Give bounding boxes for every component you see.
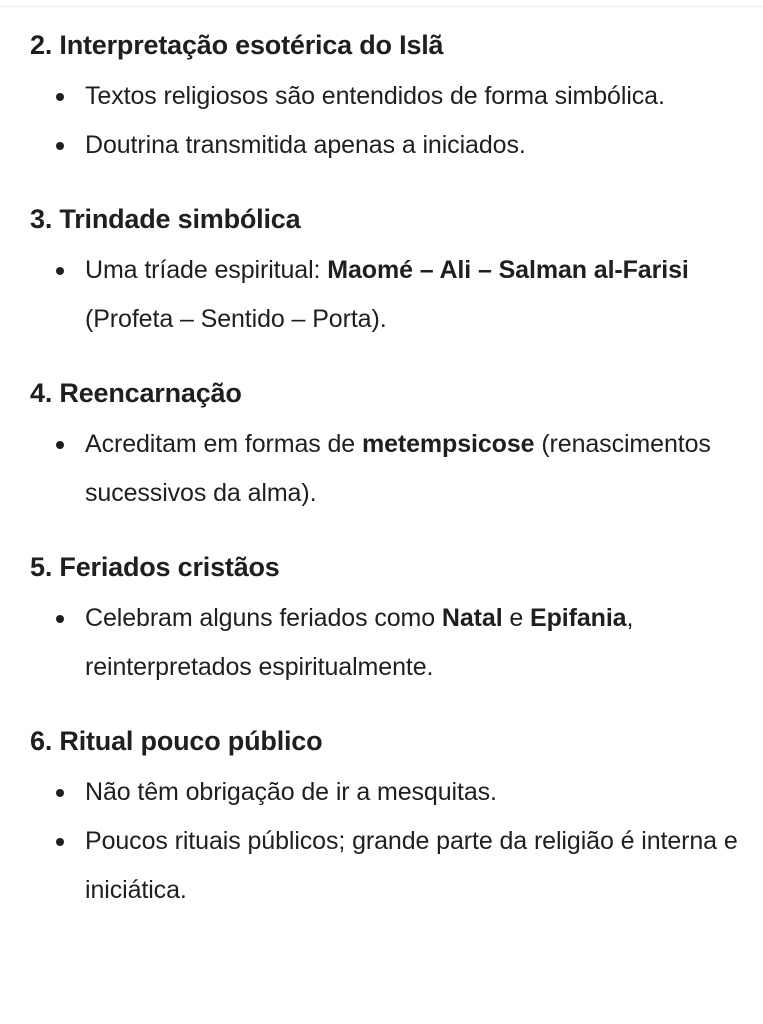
item-text: Textos religiosos são entendidos de forma simbólica. — [85, 82, 665, 110]
item-text: (Profeta – Sentido – Porta). — [85, 305, 387, 333]
top-divider — [0, 6, 763, 7]
section-christian-holidays — [30, 548, 745, 692]
bullet-icon — [56, 267, 64, 275]
item-text: e — [502, 604, 531, 632]
list-item — [30, 817, 745, 915]
section-heading: 6. Ritual pouco público — [30, 726, 323, 756]
bullet-list — [30, 420, 745, 518]
item-text: Acreditam em formas de — [85, 430, 362, 458]
item-text: , reinterpretados espiritualmente. — [85, 604, 634, 681]
item-text: Doutrina transmitida apenas a iniciados. — [85, 131, 526, 159]
section-heading: 5. Feriados cristãos — [30, 552, 280, 582]
message-content — [30, 26, 745, 915]
item-text: Poucos rituais públicos; grande parte da religião é interna e iniciática. — [85, 827, 738, 904]
item-text-bold: metempsicose — [361, 430, 535, 458]
list-item — [30, 768, 745, 817]
item-text-bold: Maomé – Ali – Salman al-Farisi — [327, 256, 689, 284]
item-text: Uma tríade espiritual: — [85, 256, 328, 284]
section-symbolic-trinity — [30, 200, 745, 344]
item-text: Celebram alguns feriados como — [85, 604, 442, 632]
bullet-list — [30, 594, 745, 692]
list-item — [30, 594, 745, 692]
bullet-icon — [56, 441, 64, 449]
list-item — [30, 246, 745, 344]
list-item — [30, 420, 745, 518]
bullet-icon — [56, 93, 64, 101]
bullet-icon — [56, 142, 64, 150]
section-heading: 2. Interpretação esotérica do Islã — [30, 30, 444, 60]
section-esoteric-interpretation — [30, 26, 745, 170]
section-heading: 4. Reencarnação — [30, 378, 242, 408]
item-text: Não têm obrigação de ir a mesquitas. — [85, 778, 497, 806]
section-reincarnation — [30, 374, 745, 518]
bullet-icon — [56, 615, 64, 623]
item-text: (renascimentos sucessivos da alma). — [85, 430, 711, 507]
section-heading: 3. Trindade simbólica — [30, 204, 301, 234]
list-item — [30, 72, 745, 121]
item-text-bold: Natal — [441, 604, 503, 632]
list-item — [30, 121, 745, 170]
bullet-list — [30, 72, 745, 170]
bullet-icon — [56, 789, 64, 797]
bullet-list — [30, 246, 745, 344]
bullet-list — [30, 768, 745, 915]
item-text-bold: Epifania — [530, 604, 627, 632]
section-private-ritual — [30, 722, 745, 915]
bullet-icon — [56, 838, 64, 846]
